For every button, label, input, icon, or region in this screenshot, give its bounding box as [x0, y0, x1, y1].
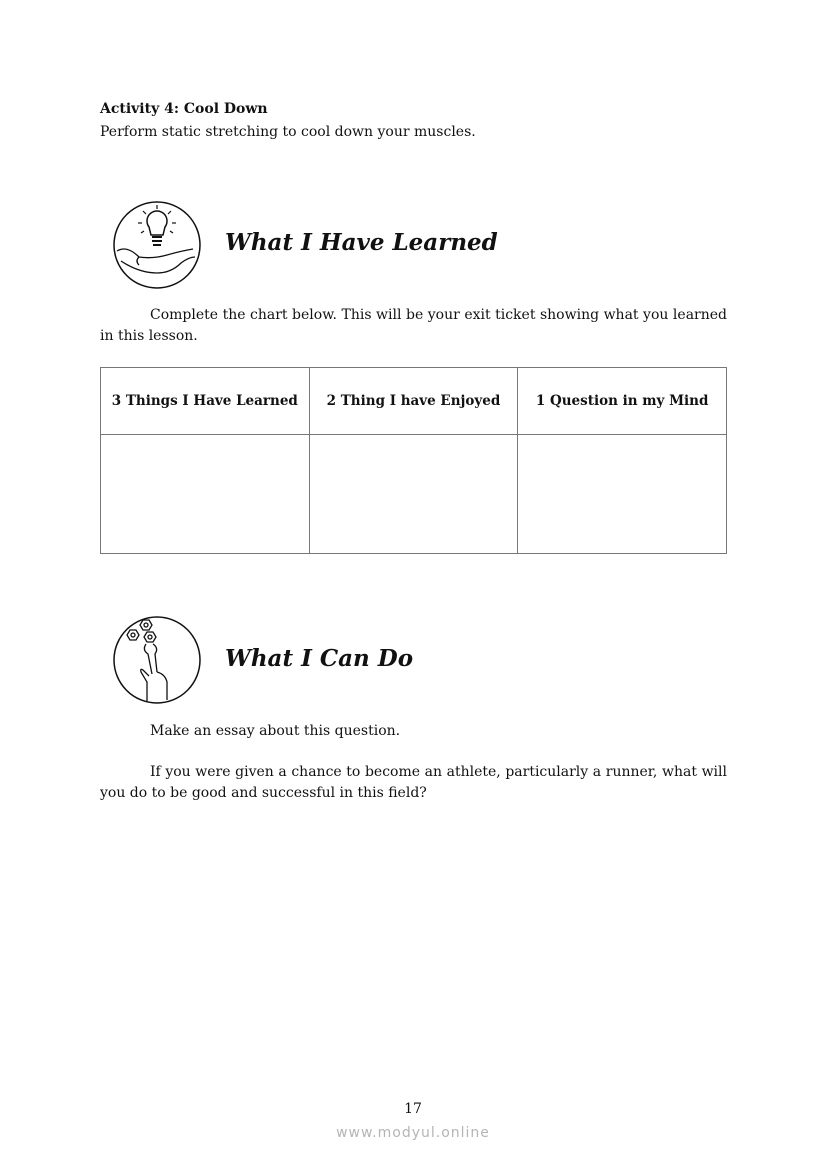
table-cell[interactable] — [518, 435, 727, 554]
page-number: 17 — [404, 1101, 422, 1117]
can-do-instruction: Make an essay about this question. — [150, 723, 401, 739]
table-row — [101, 435, 727, 554]
learned-instruction: Complete the chart below. This will be your exit ticket showing what you learned in this lesson. — [100, 307, 727, 344]
exit-ticket-table — [100, 367, 727, 554]
essay-question: If you were given a chance to become an athlete, particularly a runner, what will you do to be good and successful in this field? — [100, 764, 727, 801]
table-header: 1 Question in my Mind — [518, 368, 727, 435]
section-heading-can-do: What I Can Do — [225, 645, 414, 672]
activity-title: Activity 4: Cool Down — [100, 101, 268, 117]
lightbulb-hand-icon — [113, 201, 201, 289]
watermark: www.modyul.online — [336, 1125, 490, 1141]
table-cell[interactable] — [101, 435, 310, 554]
table-header: 3 Things I Have Learned — [101, 368, 310, 435]
section-heading-learned: What I Have Learned — [225, 229, 498, 256]
table-header-row — [101, 368, 727, 435]
table-header: 2 Thing I have Enjoyed — [309, 368, 518, 435]
activity-instruction: Perform static stretching to cool down your muscles. — [100, 124, 476, 140]
wrench-hand-icon — [113, 616, 201, 704]
table-cell[interactable] — [309, 435, 518, 554]
